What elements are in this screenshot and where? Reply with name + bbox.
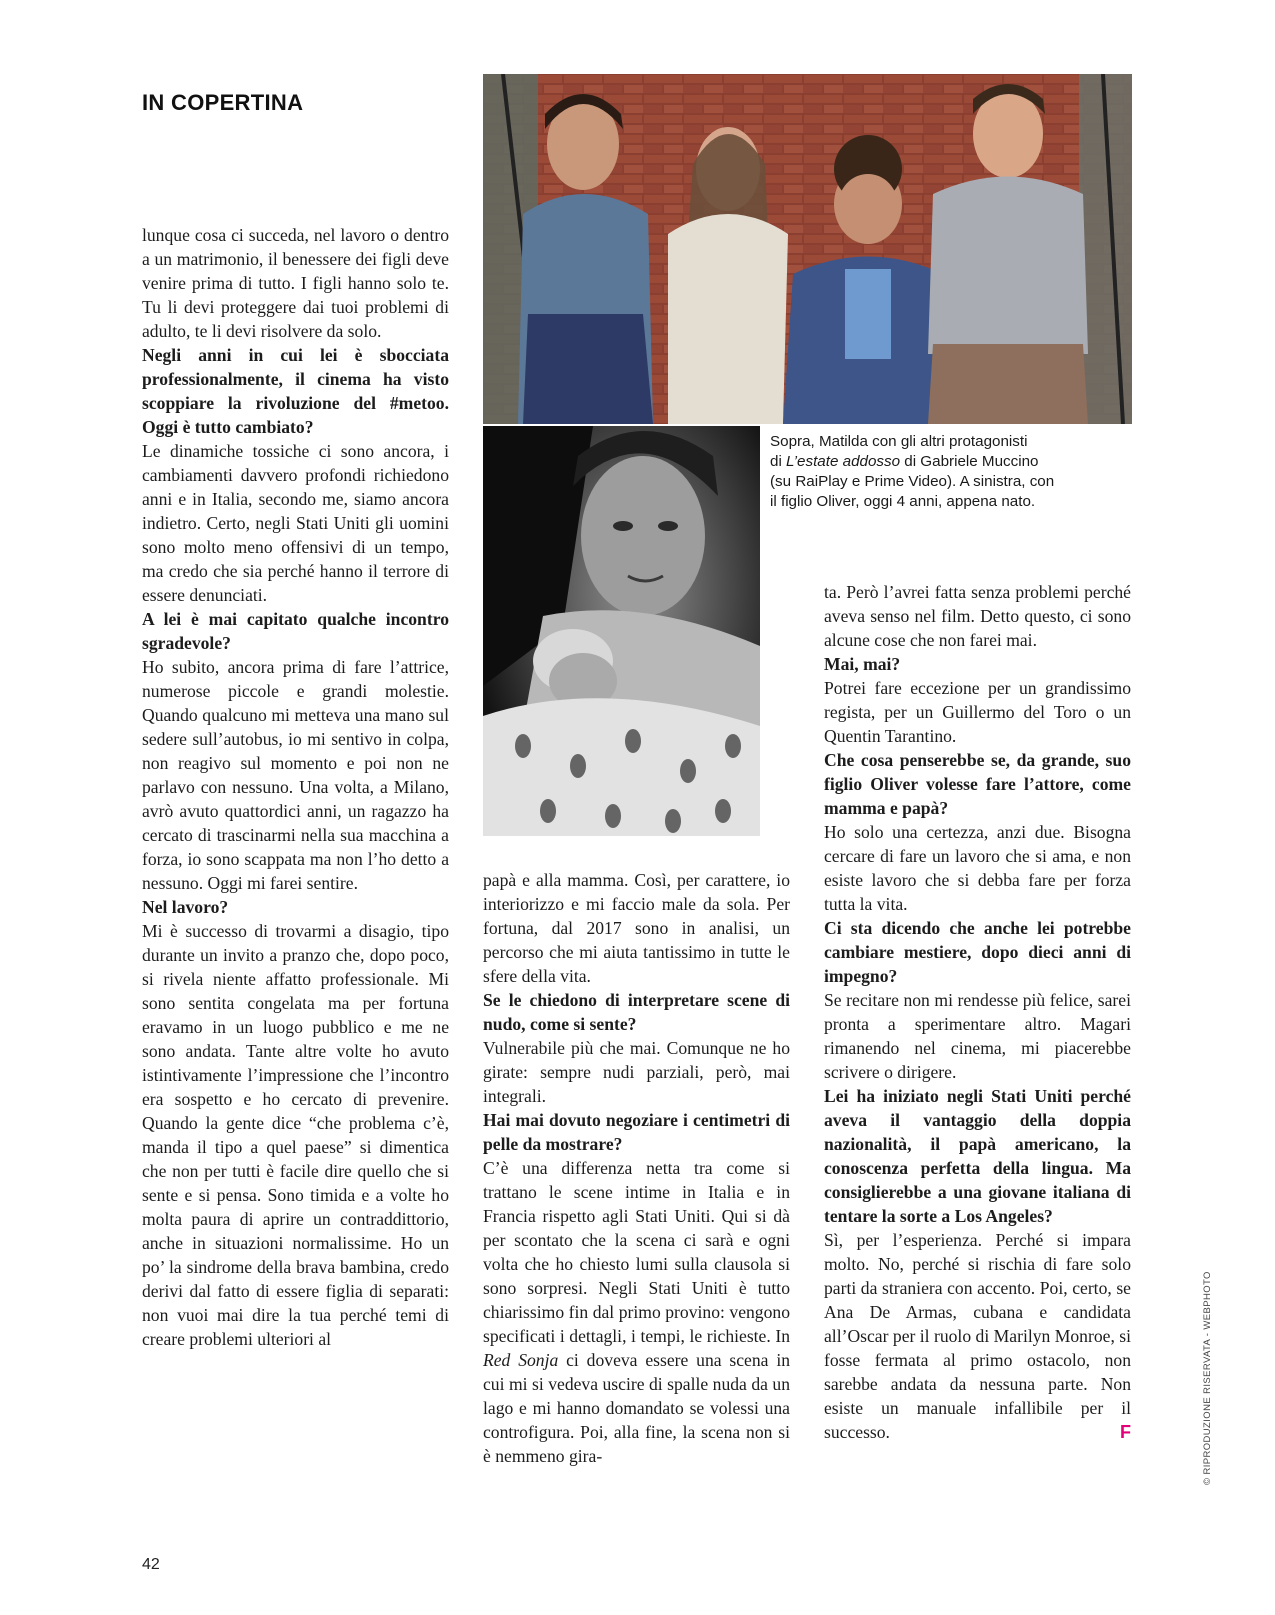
photo-caption — [770, 432, 1110, 512]
answer-paragraph: Le dinamiche tossiche ci sono ancora, i cambiamenti davvero profondi richiedono anni e in Italia, secondo me, siamo ancora indietro. Certo, negli Stati Uniti gli uomini sono molto meno offensivi di un tempo, ma credo che sia perché hanno il terrore di essere denunciati. — [142, 441, 449, 605]
question-paragraph: A lei è mai capitato qualche incontro sgradevole? — [142, 609, 449, 653]
caption-line: Sopra, Matilda con gli altri protagonisti — [770, 433, 1028, 450]
film-title: Red Sonja — [483, 1350, 559, 1370]
answer-paragraph: C’è una differenza netta tra come si trattano le scene intime in Italia e in Francia rispetto agli Stati Uniti. Qui si dà per scontato che la scena ci sarà e ogni volta che ho chiesto lumi sulla clausola si sono sorpresi. Negli Stati Uniti è tutto chiarissimo fin dal primo provino: vengono specificati i dettagli, i tempi, le richieste. In Red Sonja ci doveva essere una scena in cui mi si vedeva uscire di spalle nuda da un lago e mi hanno domandato se volessi una controfigura. Poi, alla fine, la scena non si è nemmeno gira- — [483, 1158, 791, 1466]
page-number: 42 — [142, 1556, 160, 1573]
answer-paragraph: Potrei fare eccezione per un grandissimo regista, per un Guillermo del Toro o un Quentin Tarantino. — [824, 678, 1131, 746]
photo-credit: © RIPRODUZIONE RISERVATA - WEBPHOTO — [1202, 1271, 1213, 1485]
end-mark-icon: F — [1120, 1422, 1131, 1442]
answer-paragraph: Vulnerabile più che mai. Comunque ne ho girate: sempre nudi parziali, però, mai integrali. — [483, 1038, 790, 1106]
question-paragraph: Mai, mai? — [824, 654, 901, 674]
question-paragraph: Negli anni in cui lei è sbocciata professionalmente, il cinema ha visto scoppiare la rivoluzione del #metoo. Oggi è tutto cambiato? — [142, 345, 449, 437]
cast-group-photo — [483, 74, 1132, 424]
film-title: L’estate addosso — [786, 453, 901, 470]
answer-paragraph: ta. Però l’avrei fatta senza problemi perché aveva senso nel film. Detto questo, ci sono alcune cose che non farei mai. — [824, 582, 1131, 650]
answer-paragraph: Sì, per l’esperienza. Perché si impara molto. No, perché si rischia di fare solo parti da straniera con accento. Poi, certo, se Ana De Armas, cubana e candidata all’Oscar per il ruolo di Marilyn Monroe, si fosse fermata al primo ostacolo, non sarebbe andata da nessuna parte. Non esiste un manuale infallibile per il successo. F — [824, 1230, 1131, 1442]
answer-paragraph: lunque cosa ci succeda, nel lavoro o dentro a un matrimonio, il benessere dei figli deve venire prima di tutto. I figli hanno solo te. Tu li devi proteggere dai tuoi problemi di adulto, te li devi risolvere da solo. — [142, 225, 449, 341]
question-paragraph: Se le chiedono di interpretare scene di nudo, come si sente? — [483, 990, 790, 1034]
question-paragraph: Lei ha iniziato negli Stati Uniti perché aveva il vantaggio della doppia nazionalità, il papà americano, la conoscenza perfetta della lingua. Ma consiglierebbe a una giovane italiana di tentare la sorte a Los Angeles? — [824, 1086, 1131, 1226]
answer-paragraph: papà e alla mamma. Così, per carattere, io interiorizzo e mi faccio male da sola. Per fortuna, dal 2017 sono in analisi, un percorso che mi aiuta tantissimo in tutte le sfere della vita. — [483, 870, 790, 986]
section-label: IN COPERTINA — [142, 90, 304, 115]
answer-paragraph: Ho solo una certezza, anzi due. Bisogna cercare di fare un lavoro che si ama, e non esiste lavoro che si debba fare per forza tutta la vita. — [824, 822, 1131, 914]
answer-paragraph: Se recitare non mi rendesse più felice, sarei pronta a sperimentare altro. Magari rimanendo nel cinema, mi piacerebbe scrivere o dirigere. — [824, 990, 1131, 1082]
article-column-1 — [142, 223, 449, 1351]
mother-newborn-photo — [483, 426, 760, 836]
article-column-3 — [824, 580, 1131, 1444]
answer-paragraph: Mi è successo di trovarmi a disagio, tipo durante un invito a pranzo che, dopo poco, si rivela niente affatto professionale. Mi sono sentita congelata ma per fortuna eravamo in un luogo pubblico e me ne sono andata. Tante altre volte ho avuto istintivamente l’impressione che l’incontro era sospetto e ho cercato di prevenire. Quando la gente dice “che problema c’è, manda il tipo a quel paese” si dimentica che non per tutti è facile dire quello che si sente e si pensa. Sono timida e a volte ho molta paura di aprire un contraddittorio, anche in situazioni normalissime. Ho un po’ la sindrome della brava bambina, credo derivi dal fatto di essere figlia di separati: non vuoi mai dire la tua perché temi di creare problemi ulteriori al — [142, 921, 449, 1349]
caption-line: (su RaiPlay e Prime Video). A sinistra, con — [770, 473, 1055, 490]
question-paragraph: Nel lavoro? — [142, 897, 229, 917]
caption-line: il figlio Oliver, oggi 4 anni, appena nato. — [770, 493, 1036, 510]
answer-paragraph: Ho subito, ancora prima di fare l’attrice, numerose piccole e grandi molestie. Quando qualcuno mi metteva una mano sul sedere sull’autobus, io mi sentivo in colpa, non reagivo sul momento e poi non ne parlavo con nessuno. Una volta, a Milano, avrò avuto quattordici anni, un ragazzo ha cercato di trascinarmi nella sua macchina a forza, io sono scappata ma non l’ho detto a nessuno. Oggi mi farei sentire. — [142, 657, 449, 893]
question-paragraph: Ci sta dicendo che anche lei potrebbe cambiare mestiere, dopo dieci anni di impegno? — [824, 918, 1131, 986]
article-column-2 — [483, 868, 790, 1468]
question-paragraph: Che cosa penserebbe se, da grande, suo figlio Oliver volesse fare l’attore, come mamma e papà? — [824, 750, 1131, 818]
question-paragraph: Hai mai dovuto negoziare i centimetri di pelle da mostrare? — [483, 1110, 790, 1154]
caption-line: di L’estate addosso di Gabriele Muccino — [770, 453, 1039, 470]
